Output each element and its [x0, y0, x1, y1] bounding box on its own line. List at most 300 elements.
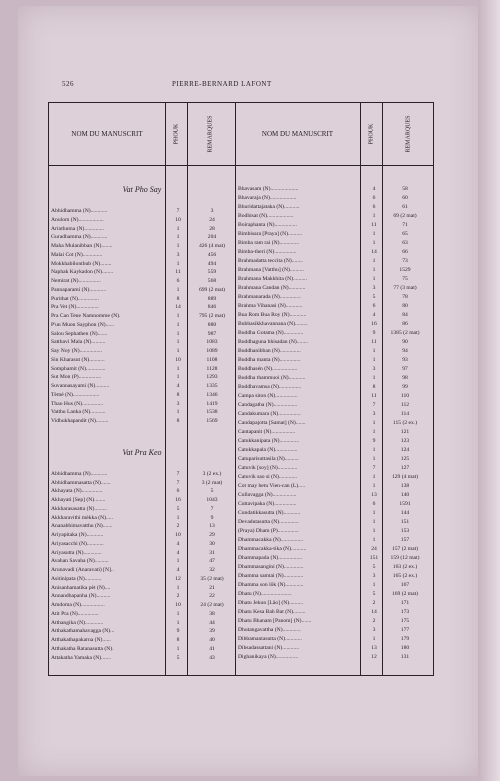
remarque-value: 159 (12 mat) — [390, 555, 420, 561]
remarque-value: 165 (2 ex.) — [392, 573, 418, 579]
remarque-value: 29 — [209, 532, 215, 538]
phouk-value: 11 — [371, 393, 377, 399]
manuscript-name: Attakatha Yamaka (N)....... — [51, 654, 111, 661]
table-row — [238, 437, 433, 445]
phouk-value: 16 — [371, 321, 377, 327]
manuscript-name: Arunavadi (Anaravati) [N].. — [51, 567, 114, 573]
table-row — [51, 549, 235, 557]
table-row — [238, 527, 433, 535]
remarque-value: 9 — [210, 514, 214, 521]
manuscript-name: Avahan Savaha (N).......... — [51, 558, 109, 565]
remarque-value: 44 — [209, 619, 215, 626]
phouk-value: 10 — [175, 356, 181, 363]
manuscript-name: Ananabhimavatthu (N)....... — [51, 523, 113, 530]
table-row — [238, 383, 433, 391]
table-row — [51, 470, 235, 478]
phouk-value: 13 — [371, 492, 377, 498]
table-row — [238, 230, 433, 238]
phouk-value: 1 — [372, 420, 376, 426]
phouk-value: 1 — [176, 348, 180, 354]
remarque-value: 24 — [209, 216, 215, 223]
phouk-value: 1 — [372, 429, 376, 435]
manuscript-name: Asitinipata (N)............ — [51, 575, 102, 582]
header-rule — [49, 165, 433, 166]
phouk-value: 1 — [372, 231, 376, 237]
manuscript-name: Devadutasutta (N).............. — [238, 519, 299, 525]
manuscript-name: Dibsadassattani (N)............ — [238, 645, 300, 651]
phouk-value: 1 — [176, 645, 180, 652]
table-row — [238, 617, 433, 625]
table-row — [238, 572, 433, 580]
table-row — [51, 356, 235, 364]
table-row — [238, 329, 433, 337]
phouk-value: 8 — [372, 384, 376, 390]
remarque-value: 889 — [207, 295, 217, 302]
manuscript-name: Akkharavithi mèkka (N)..... — [51, 514, 113, 521]
phouk-value: 6 — [372, 204, 376, 210]
table-row — [238, 491, 433, 499]
manuscript-name: Dhamma son lôk (N)............. — [238, 582, 304, 588]
remarque-value: 144 — [400, 510, 410, 516]
phouk-value: 7 — [176, 208, 180, 214]
remarque-value: 32 — [209, 567, 215, 573]
phouk-value: 1 — [176, 619, 180, 626]
manuscript-name: Ariyasutta (N)............. — [51, 549, 102, 556]
manuscript-name: Buddhanibban (N)............... — [238, 348, 301, 354]
col-header-name-right: NOM DU MANUSCRIT — [261, 130, 334, 138]
table-row — [238, 446, 433, 454]
table-row — [51, 514, 235, 522]
table-row — [238, 302, 433, 310]
manuscript-name: Vidhukhapandit (N)......... — [51, 418, 109, 424]
manuscript-name: Vatthu Lanka (N)........... — [51, 409, 106, 416]
table-row — [238, 374, 433, 382]
manuscript-name: Pra Cao Tene Namnomme (N). — [51, 313, 121, 319]
remarque-value: 131 — [400, 654, 410, 660]
remarque-value: 157 — [400, 537, 410, 543]
remarque-value: 987 — [207, 330, 217, 337]
remarque-value: 58 — [402, 186, 408, 192]
table-row — [51, 619, 235, 627]
table-row — [51, 408, 235, 416]
remarque-value: 99 — [402, 384, 408, 390]
phouk-value: 1 — [176, 514, 180, 521]
table-row — [51, 636, 235, 644]
phouk-value: 1 — [176, 225, 180, 232]
remarque-value: 177 — [400, 627, 410, 633]
remarque-value: 179 — [400, 636, 410, 642]
remarque-value: 86 — [402, 321, 408, 327]
remarque-value: 559 — [207, 269, 217, 276]
table-row — [51, 347, 235, 355]
table-row — [238, 248, 433, 256]
table-row — [238, 365, 433, 373]
remarque-value: 77 (3 mat) — [393, 285, 417, 291]
col-header-phouk-left: PHOUK — [172, 123, 179, 145]
table-row — [238, 185, 433, 193]
phouk-value: 7 — [372, 465, 376, 471]
manuscript-name: Atit Pra (N)............... — [51, 610, 99, 617]
remarque-value: 127 — [400, 465, 410, 471]
table-row — [51, 645, 235, 653]
remarque-value: 93 — [402, 357, 408, 363]
remarque-value: 1591 — [399, 501, 411, 507]
phouk-value: 11 — [175, 269, 181, 276]
phouk-value: 1 — [372, 213, 376, 219]
table-row — [238, 266, 433, 274]
remarque-value: 69 (2 mat) — [393, 213, 417, 219]
remarque-value: 1043 — [206, 497, 218, 503]
manuscript-name: Atthakathamahavagga (N)... — [51, 628, 115, 635]
phouk-value: 4 — [176, 383, 180, 389]
manuscript-name: Annandhapanha (N).......... — [51, 593, 111, 600]
phouk-value: 1 — [176, 339, 180, 346]
manuscript-name: Brahmana Candan (N)............ — [238, 285, 306, 291]
phouk-value: 8 — [176, 637, 180, 643]
table-row — [238, 563, 433, 571]
phouk-value: 2 — [372, 600, 376, 606]
manuscript-name: Brahmana Makkhita (N).......... — [238, 276, 307, 282]
manuscript-name: Candagatha (N)................. — [238, 402, 298, 408]
manuscript-name: Brahma Vihanasi (N)............ — [238, 303, 303, 309]
phouk-value: 6 — [372, 195, 376, 201]
manuscript-name: Dhatu Kesa Bah Bat (N)......... — [238, 609, 306, 615]
table-row — [238, 212, 433, 220]
phouk-value: 10 — [175, 216, 181, 223]
phouk-value: 5 — [176, 654, 180, 661]
phouk-value: 7 — [372, 402, 376, 408]
phouk-value: 1 — [176, 584, 180, 591]
table-row — [51, 233, 235, 241]
manuscript-name: Cundatikkasutta (N)............ — [238, 510, 301, 516]
phouk-value: 4 — [176, 567, 180, 573]
phouk-value: 8 — [176, 295, 180, 302]
table-row — [51, 400, 235, 408]
manuscript-name: Bua Rom Bua Roy (N)............ — [238, 312, 307, 318]
table-row — [51, 575, 235, 583]
manuscript-name: Naphak Kaykadon (N)........ — [51, 269, 114, 276]
remarque-value: 1569 — [206, 418, 218, 424]
phouk-value: 10 — [175, 602, 181, 608]
phouk-value: 9 — [372, 438, 376, 444]
manuscript-name: Dighanikaya (N)................ — [238, 654, 299, 660]
phouk-value: 14 — [175, 304, 181, 311]
remarque-value: 94 — [402, 348, 408, 354]
phouk-value: 8 — [176, 418, 180, 424]
phouk-value: 3 — [372, 285, 376, 291]
table-row — [238, 401, 433, 409]
phouk-value: 13 — [371, 645, 377, 651]
manuscript-name: Dhammacakka-tika (N)........... — [238, 546, 307, 552]
manuscript-name: Abhidhammasatta (N)....... — [51, 479, 111, 486]
table-row — [51, 417, 235, 425]
phouk-value: 1 — [372, 357, 376, 363]
remarque-value: 112 — [400, 402, 410, 408]
remarque-value: 151 — [400, 519, 410, 525]
remarque-value: 1419 — [206, 400, 218, 407]
remarque-value: 73 — [402, 258, 408, 264]
remarque-value: 1538 — [206, 409, 218, 416]
remarque-value: 31 — [209, 549, 215, 556]
manuscript-name: Buddhasén (N).................. — [238, 366, 298, 372]
remarque-value: 65 — [402, 231, 408, 237]
table-row — [51, 207, 235, 215]
table-row — [51, 391, 235, 399]
table-row — [51, 584, 235, 592]
manuscript-name: Catuvik [soy] (N).............. — [238, 465, 298, 471]
table-row — [51, 277, 235, 285]
table-row — [238, 392, 433, 400]
remarque-value: 175 — [400, 618, 410, 624]
remarque-value: 121 — [400, 429, 410, 435]
table-row — [51, 566, 235, 574]
phouk-value: 1 — [372, 636, 376, 642]
remarque-value: 71 — [402, 222, 408, 228]
phouk-value: 1 — [372, 519, 376, 525]
col-header-phouk-right: PHOUK — [367, 123, 374, 145]
remarque-value: 75 — [402, 276, 408, 282]
remarque-value: 41 — [209, 645, 215, 652]
phouk-value: 4 — [372, 312, 376, 318]
table-row — [238, 311, 433, 319]
table-row — [51, 592, 235, 600]
table-row — [238, 356, 433, 364]
phouk-value: 151 — [369, 555, 379, 561]
remarque-value: 699 (2 mat) — [198, 286, 226, 293]
remarque-value: 1293 — [206, 374, 218, 381]
remarque-value: 3 (2 mat) — [201, 479, 223, 486]
manuscript-name: Catuparisuttasila (N).......... — [238, 456, 299, 462]
phouk-value: 1 — [176, 365, 180, 372]
phouk-value: 1 — [372, 348, 376, 354]
manuscript-name: Sin Kharasut (N)........... — [51, 356, 105, 363]
manuscript-name: (Praya) Dham (P)............... — [238, 528, 299, 534]
section-title: Vat Pra Keo — [122, 447, 162, 457]
manuscript-name: Dhatu Bhanam [Panom] (N)....... — [238, 618, 312, 624]
remarque-value: 171 — [400, 600, 410, 606]
remarque-value: 1089 — [206, 348, 218, 354]
manuscript-name: Atthakathapakarna (N)...... — [51, 637, 111, 643]
manuscript-name: Pra Vet (N)................ — [51, 304, 99, 311]
table-row — [238, 410, 433, 418]
table-row — [238, 608, 433, 616]
remarque-value: 124 — [400, 447, 410, 453]
table-row — [51, 601, 235, 609]
manuscript-name: Amdoma (N)................. — [51, 602, 105, 608]
table-row — [238, 275, 433, 283]
table-row — [51, 382, 235, 390]
table-row — [238, 221, 433, 229]
phouk-value: 3 — [372, 366, 376, 372]
remarque-value: 173 — [400, 609, 410, 615]
remarque-value: 66 — [402, 249, 408, 255]
manuscript-name: Dhammacakka (N)................ — [238, 537, 304, 543]
manuscript-name: Atthangika (N)............. — [51, 619, 104, 626]
phouk-value: 1 — [176, 374, 180, 381]
manuscript-name: Ariyapitaka (N)............ — [51, 532, 104, 538]
table-row — [51, 312, 235, 320]
table-row — [238, 635, 433, 643]
phouk-value: 7 — [176, 479, 180, 486]
remarque-value: 61 — [402, 204, 408, 210]
remarque-value: 180 — [400, 645, 410, 651]
manuscript-name: Dhatu (N)...................... — [238, 591, 292, 597]
table-row — [238, 428, 433, 436]
remarque-value: 1128 — [206, 365, 218, 372]
manuscript-name: Buddha Gotama (N).............. — [238, 330, 304, 336]
remarque-value: 13 — [209, 523, 215, 530]
page-header — [62, 80, 452, 92]
remarque-value: 157 (2 mat) — [391, 546, 419, 552]
remarque-value: 114 — [400, 411, 410, 417]
manuscript-name: Cantapanit (N)................. — [238, 429, 296, 435]
remarque-value: 47 — [209, 558, 215, 565]
remarque-value: 163 (2 ex.) — [392, 564, 418, 570]
phouk-value: 4 — [176, 540, 180, 547]
remarque-value: 846 — [207, 304, 217, 311]
remarque-value: 90 — [402, 339, 408, 345]
table-row — [51, 373, 235, 381]
table-row — [238, 455, 433, 463]
manuscript-name: Catukkanipata (N).............. — [238, 438, 300, 444]
manuscript-name: Buddha manta (N)............... — [238, 357, 301, 363]
col-header-remarques-right: REMARQUES — [405, 115, 412, 153]
table-row — [238, 554, 433, 562]
remarque-value: 98 — [402, 375, 408, 381]
remarque-value: 97 — [402, 366, 408, 372]
phouk-value: 1 — [372, 240, 376, 246]
phouk-value: 5 — [372, 564, 376, 570]
remarque-value: 880 — [207, 321, 217, 328]
phouk-value: 6 — [372, 501, 376, 507]
remarque-value: 568 — [207, 278, 217, 284]
remarque-value: 1385 (2 mat) — [390, 330, 420, 336]
remarque-value: 60 — [402, 195, 408, 201]
manuscript-name: Bhuridattajataka (N)........... — [238, 204, 300, 210]
table-row — [51, 479, 235, 487]
phouk-value: 1 — [176, 409, 180, 416]
table-row — [51, 654, 235, 662]
remarque-value: 63 — [402, 240, 408, 246]
remarque-value: 129 (4 mat) — [391, 474, 419, 480]
remarque-value: 167 — [400, 582, 410, 588]
table-row — [51, 365, 235, 373]
remarque-value: 140 — [400, 492, 410, 498]
remarque-value: 38 — [209, 610, 215, 617]
phouk-value: 24 — [371, 546, 377, 552]
table-row — [238, 536, 433, 544]
table-row — [51, 225, 235, 233]
manuscript-name: Cullavagga (N)................. — [238, 492, 297, 498]
phouk-value: 1 — [372, 510, 376, 516]
phouk-value: 1 — [176, 330, 180, 337]
manuscript-name: Bubbasikkhavannana (N)......... — [238, 321, 308, 327]
phouk-value: 1 — [372, 537, 376, 543]
col-header-remarques-left: REMARQUES — [207, 115, 214, 153]
remarque-value: 138 — [400, 483, 410, 489]
manuscript-name: Brahmanarada (N)............... — [238, 294, 301, 300]
phouk-value: 2 — [176, 523, 180, 530]
phouk-value: 4 — [372, 186, 376, 192]
manuscript-name: Tèmé (N)................... — [51, 391, 100, 398]
phouk-value: 3 — [372, 627, 376, 633]
phouk-value: 2 — [176, 593, 180, 600]
manuscript-name: Buddhaguna bhisadan (N)........ — [238, 339, 308, 345]
remarque-value: 125 — [400, 456, 410, 462]
table-row — [51, 268, 235, 276]
table-row — [51, 540, 235, 548]
manuscript-name: Bodhisat (N)................... — [238, 213, 294, 219]
phouk-value: 14 — [371, 249, 377, 255]
manuscript-name: Satthavi Mala (N).......... — [51, 339, 106, 346]
table-row — [238, 590, 433, 598]
table-row — [51, 487, 235, 495]
manuscript-name: Bhavaraja (N)................... — [238, 195, 297, 201]
phouk-value: 6 — [372, 303, 376, 309]
table-row — [51, 303, 235, 311]
manuscript-name: Abhidhamma (N)............ — [51, 208, 108, 214]
phouk-value: 1 — [372, 474, 376, 480]
phouk-value: 10 — [175, 532, 181, 538]
col-divider-center — [235, 103, 236, 675]
manuscript-name: Akkharasasatta (N)......... — [51, 505, 107, 512]
manuscript-name: Malai Cot (N).............. — [51, 251, 103, 258]
remarque-value: 3 (2 ex.) — [202, 470, 222, 477]
phouk-value: 3 — [176, 251, 180, 258]
remarque-value: 494 — [207, 260, 217, 267]
phouk-value: 1 — [176, 234, 180, 241]
phouk-value: 1 — [176, 260, 180, 267]
manuscript-name: Akhayata (N)............... — [51, 488, 103, 495]
phouk-value: 2 — [372, 618, 376, 624]
manuscript-name: Thao Hus (N)............... — [51, 400, 104, 407]
manuscript-name: Bimba-theri (N)................ — [238, 249, 297, 255]
manuscript-name: Somphamit (N).............. — [51, 365, 106, 372]
remarque-value: 1529 — [399, 267, 411, 273]
phouk-value: 12 — [371, 654, 377, 660]
manuscript-name: Maha Mulanibban (N)........ — [51, 243, 113, 249]
table-row — [238, 581, 433, 589]
manuscript-table — [48, 102, 434, 676]
manuscript-name: Anulom (N).................. — [51, 216, 104, 223]
table-row — [51, 522, 235, 530]
remarque-value: 456 — [207, 251, 217, 258]
remarque-value: 1108 — [206, 356, 218, 363]
manuscript-name: Say Noy (N)................ — [51, 348, 102, 354]
remarque-value: 1083 — [206, 339, 218, 346]
phouk-value: 1 — [372, 447, 376, 453]
remarque-value: 795 (2 mat) — [198, 313, 226, 319]
remarque-value: 115 (2 ex.) — [392, 420, 418, 426]
phouk-value: 1 — [372, 483, 376, 489]
manuscript-name: Salou Sephathen (N)....... — [51, 330, 108, 337]
page-number: 526 — [62, 80, 74, 88]
table-row — [51, 286, 235, 294]
phouk-value: 3 — [176, 400, 180, 407]
remarque-value: 1346 — [206, 391, 218, 398]
manuscript-name: Purithat (N)............... — [51, 295, 99, 302]
table-row — [51, 627, 235, 635]
table-row — [238, 284, 433, 292]
table-row — [238, 644, 433, 652]
manuscript-name: Nemirat (N)................ — [51, 278, 101, 284]
table-row — [238, 509, 433, 517]
table-row — [51, 505, 235, 513]
phouk-value: 1 — [176, 286, 180, 293]
table-row — [238, 338, 433, 346]
manuscript-name: Atthakatha Ratanasutta (N). — [51, 645, 114, 652]
remarque-value: 123 — [400, 438, 410, 444]
